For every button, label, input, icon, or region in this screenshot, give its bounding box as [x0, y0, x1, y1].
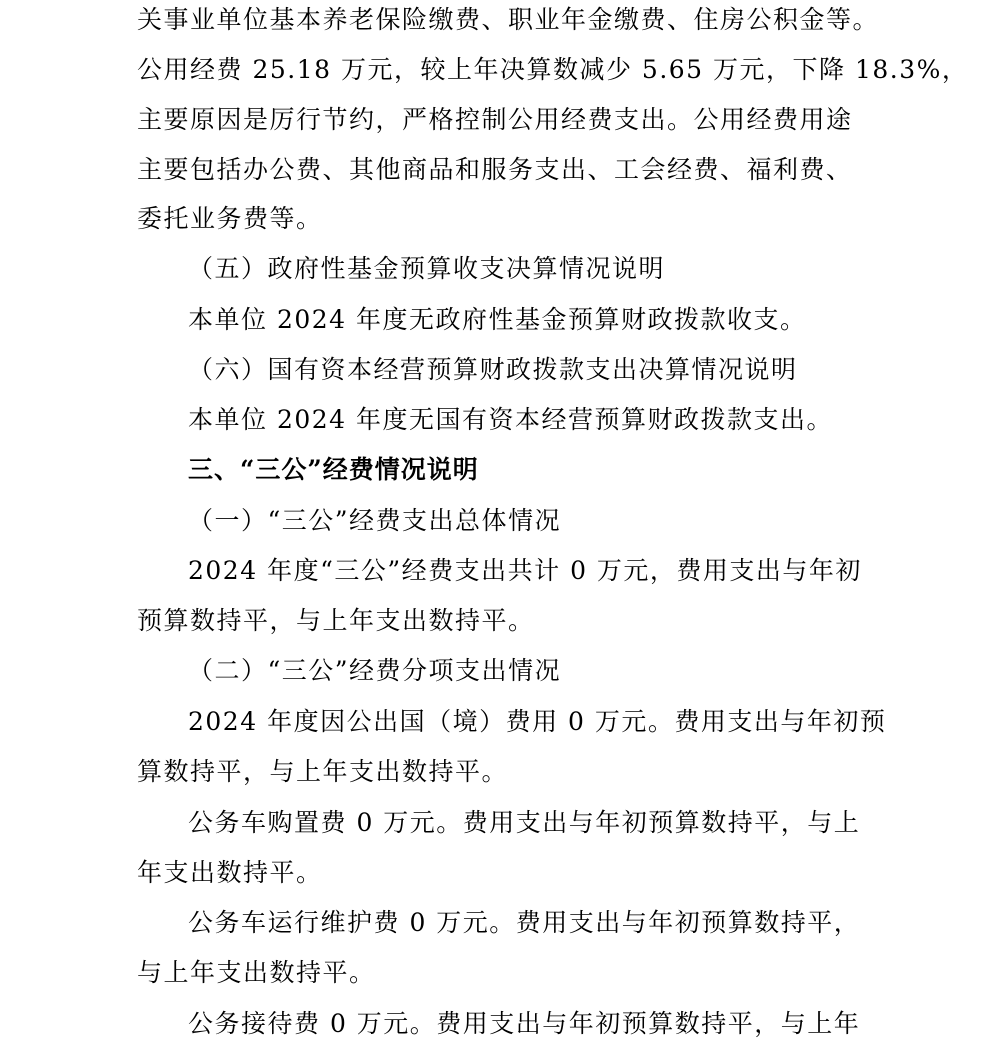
paragraph-line: 主要包括办公费、其他商品和服务支出、工会经费、福利费、 — [137, 155, 853, 184]
paragraph-line: 年支出数持平。 — [137, 858, 323, 887]
paragraph-line: 2024 年度因公出国（境）费用 0 万元。费用支出与年初预 — [188, 707, 887, 736]
chapter-heading-3: 三、“三公”经费情况说明 — [188, 455, 479, 484]
section-heading-6: （六）国有资本经营预算财政拨款支出决算情况说明 — [188, 355, 798, 384]
paragraph-line: 预算数持平，与上年支出数持平。 — [137, 606, 535, 635]
section-heading-2: （二）“三公”经费分项支出情况 — [188, 656, 562, 685]
paragraph-line: 算数持平，与上年支出数持平。 — [137, 757, 509, 786]
paragraph-line: 关事业单位基本养老保险缴费、职业年金缴费、住房公积金等。 — [137, 5, 880, 34]
section-heading-1: （一）“三公”经费支出总体情况 — [188, 506, 562, 535]
section-heading-5: （五）政府性基金预算收支决算情况说明 — [188, 254, 666, 283]
paragraph-line: 公务车运行维护费 0 万元。费用支出与年初预算数持平， — [188, 908, 861, 937]
paragraph-line: 主要原因是厉行节约，严格控制公用经费支出。公用经费用途 — [137, 105, 853, 134]
paragraph-line: 与上年支出数持平。 — [137, 958, 376, 987]
paragraph-line: 公用经费 25.18 万元，较上年决算数减少 5.65 万元，下降 18.3%， — [137, 55, 969, 84]
paragraph-line: 委托业务费等。 — [137, 204, 323, 233]
paragraph-line: 公务车购置费 0 万元。费用支出与年初预算数持平，与上 — [188, 808, 861, 837]
paragraph-line: 本单位 2024 年度无政府性基金预算财政拨款收支。 — [188, 305, 807, 334]
paragraph-line: 2024 年度“三公”经费支出共计 0 万元，费用支出与年初 — [188, 556, 862, 585]
paragraph-line: 公务接待费 0 万元。费用支出与年初预算数持平，与上年 — [188, 1009, 861, 1038]
paragraph-line: 本单位 2024 年度无国有资本经营预算财政拨款支出。 — [188, 405, 834, 434]
